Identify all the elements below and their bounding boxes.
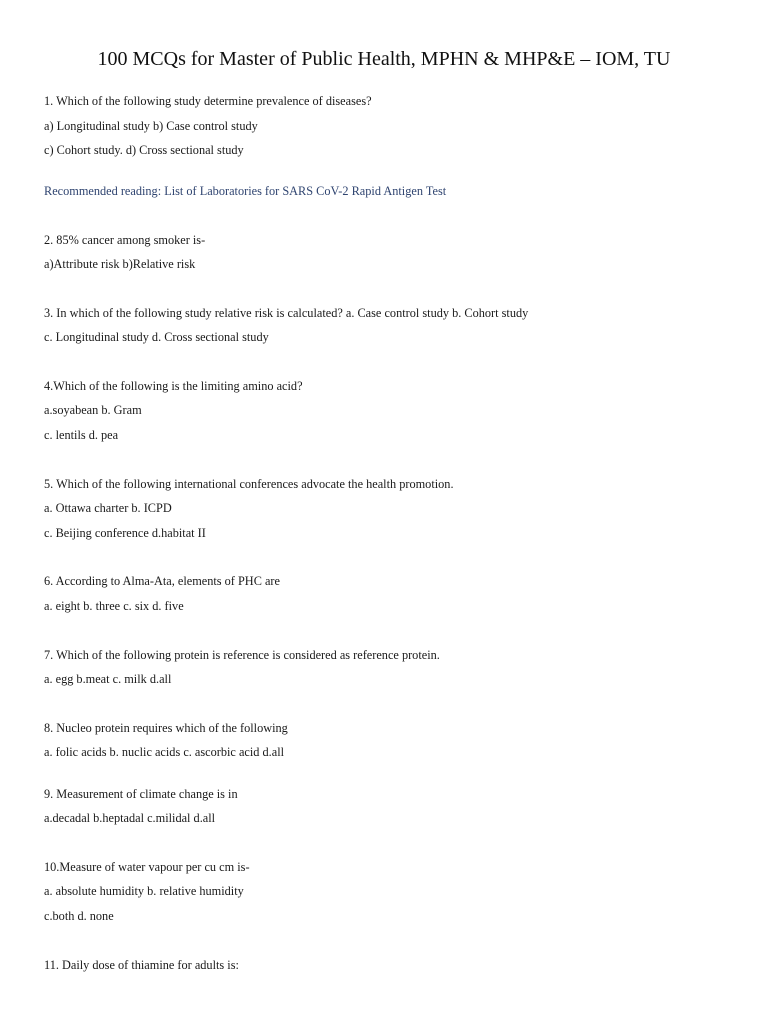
question-10: 10.Measure of water vapour per cu cm is- (44, 860, 250, 874)
question-5: 5. Which of the following international conferences advocate the health promotion. (44, 477, 454, 491)
question-8: 8. Nucleo protein requires which of the following (44, 721, 288, 735)
question-9: 9. Measurement of climate change is in (44, 787, 238, 801)
question-7: 7. Which of the following protein is reference is considered as reference protein. (44, 648, 440, 662)
question-4-options-line-1: a.soyabean b. Gram (44, 403, 142, 417)
question-4-options-line-2: c. lentils d. pea (44, 428, 119, 442)
question-6: 6. According to Alma-Ata, elements of PHC are (44, 574, 280, 588)
question-3-options-line-1: c. Longitudinal study d. Cross sectional study (44, 330, 269, 344)
question-3: 3. In which of the following study relative risk is calculated? a. Case control study b. Cohort study (44, 306, 529, 320)
question-1-options-line-1: a) Longitudinal study b) Case control study (44, 119, 258, 133)
recommended-reading-link[interactable]: Recommended reading: List of Laboratories for SARS CoV-2 Rapid Antigen Test (44, 184, 447, 198)
question-1: 1. Which of the following study determine prevalence of diseases? (44, 94, 372, 108)
question-10-options-line-2: c.both d. none (44, 909, 114, 923)
question-8-options-line-1: a. folic acids b. nuclic acids c. ascorbic acid d.all (44, 745, 285, 759)
question-9-options-line-1: a.decadal b.heptadal c.milidal d.all (44, 811, 216, 825)
question-1-options-line-2: c) Cohort study. d) Cross sectional study (44, 143, 244, 157)
question-5-options-line-2: c. Beijing conference d.habitat II (44, 526, 206, 540)
question-2-options-line-1: a)Attribute risk b)Relative risk (44, 257, 196, 271)
question-7-options-line-1: a. egg b.meat c. milk d.all (44, 672, 172, 686)
question-6-options-line-1: a. eight b. three c. six d. five (44, 599, 184, 613)
question-11: 11. Daily dose of thiamine for adults is: (44, 958, 239, 972)
page-title: 100 MCQs for Master of Public Health, MPHN & MHP&E – IOM, TU (97, 48, 671, 70)
question-2: 2. 85% cancer among smoker is- (44, 233, 206, 247)
question-5-options-line-1: a. Ottawa charter b. ICPD (44, 501, 172, 515)
question-4: 4.Which of the following is the limiting amino acid? (44, 379, 303, 393)
question-10-options-line-1: a. absolute humidity b. relative humidity (44, 884, 244, 898)
